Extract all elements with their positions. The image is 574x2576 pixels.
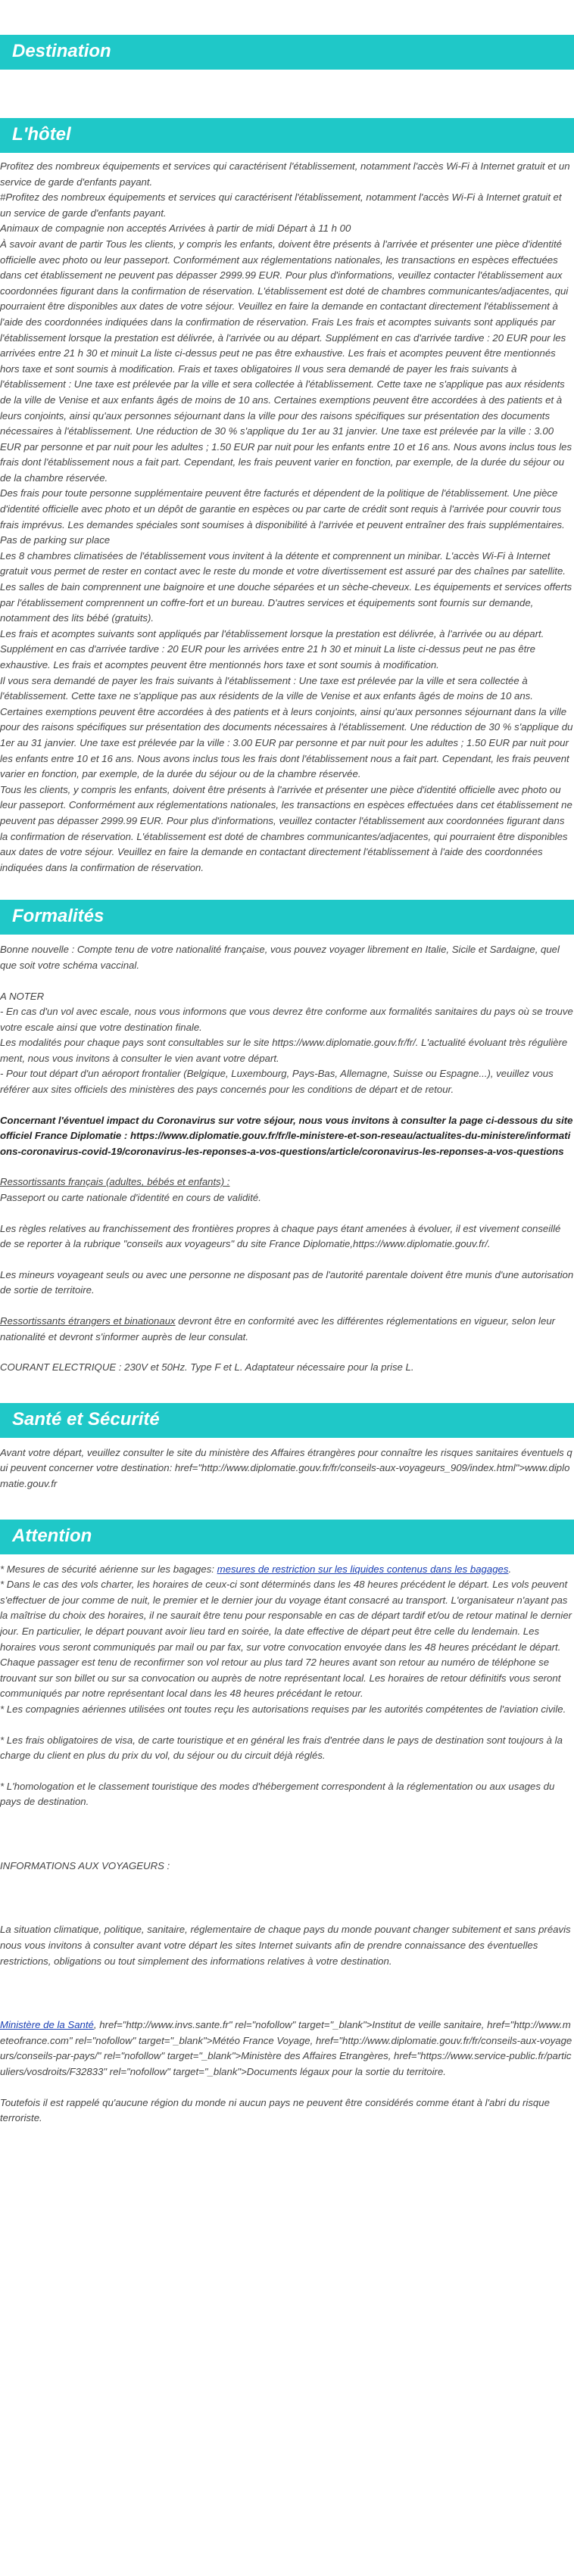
situation-notice: La situation climatique, politique, sanitaire, réglementaire de chaque pays du monde pouvant changer subitement et sans préavis nous vous invitons à consulter avant votre départ les sites Internet suivants afin de prendre connaissance des éventuelles restrictions, obligations ou tout simplement des informations relatives à votre destination. bbox=[0, 1924, 571, 1967]
security-suffix: . bbox=[508, 1563, 512, 1575]
formalites-content bbox=[0, 942, 574, 1375]
note-line: - En cas d'un vol avec escale, nous vous informons que vous devrez être conforme aux formalités sanitaires du pays où se trouve votre escale ainsi que votre destination finale. bbox=[0, 1006, 573, 1033]
rating-notice: * L'homologation et le classement touristique des modes d'hébergement correspondent à la réglementation ou aux usages du pays de destination. bbox=[0, 1780, 555, 1808]
covid-notice: Concernant l'éventuel impact du Coronavirus sur votre séjour, nous vous invitons à consulter la page ci-dessous du site officiel France Diplomatie : https://www.diplomatie.gouv.fr/fr/le-ministere-et-son-reseau/actualites-du-ministere/informations-coronavirus-covid-19/coronavirus-les-reponses-a-vos-questions/article/coronavirus-les-reponses-a-vos-questions bbox=[0, 1114, 573, 1157]
hotel-paragraph: Tous les clients, y compris les enfants, doivent être présents à l'arrivée et présenter une pièce d'identité officielle avec photo ou leur passeport. Conformément aux réglementations nationales, les transactions en espèces effectuées dans cet établissement ne peuvent pas dépasser 2999.99 EUR. Pour plus d'informations, veuillez contacter l'établissement aux coordonnées figurant dans la confirmation de réservation. L'établissement est doté de chambres communicantes/adjacentes, qui pourraient être disponibles aux dates de votre séjour. Veuillez en faire la demande en contactant directement l'établissement à l'aide des coordonnées indiquées dans la confirmation de réservation. bbox=[0, 783, 572, 873]
hotel-paragraph: #Profitez des nombreux équipements et services qui caractérisent l'établissement, notamment l'accès Wi-Fi à Internet gratuit et un service de garde d'enfants payant. bbox=[0, 191, 562, 219]
hotel-description bbox=[0, 159, 574, 876]
hotel-paragraph: Des frais pour toute personne supplémentaire peuvent être facturés et dépendent de la politique de l'établissement. Une pièce d'identité officielle avec photo et un dépôt de garantie en espèces ou par carte de crédit sont requis à l'arrivée pour couvrir tous frais imprévus. Les demandes spéciales sont soumises à disponibilité à l'arrivée et peuvent entraîner des frais supplémentaires. Pas de parking sur place bbox=[0, 487, 565, 546]
liquid-restrictions-link[interactable]: mesures de restriction sur les liquides contenus dans les bagages bbox=[217, 1563, 509, 1575]
hotel-paragraph: Profitez des nombreux équipements et services qui caractérisent l'établissement, notamment l'accès Wi-Fi à Internet gratuit et un service de garde d'enfants payant. bbox=[0, 160, 570, 188]
hotel-paragraph: Il vous sera demandé de payer les frais suivants à l'établissement : Une taxe est prélevée par la ville et sera collectée à l'établissement. Cette taxe ne s'applique pas aux résidents de la ville de Venise et aux enfants âgés de moins de 10 ans. Certaines exemptions peuvent être accordées à des patients et à leurs conjoints, ainsi qu'aux personnes séjournant dans la ville pour des raisons spécifiques sur présentation des documents nécessaires à l'établissement. Une réduction de 30 % s'applique du 1er au 31 janvier. Une taxe est prélevée par la ville : 3.00 EUR par personne et par nuit pour les adultes ; 1.50 EUR par nuit pour les enfants entre 10 et 16 ans. Nous avons inclus tous les frais dont l'établissement nous a fait part. Cependant, les frais peuvent varier en fonction, par exemple, de la durée du séjour ou de la chambre réservée. bbox=[0, 674, 573, 780]
travellers-info-title: INFORMATIONS AUX VOYAGEURS : bbox=[0, 1859, 170, 1871]
attention-heading: Attention bbox=[0, 1520, 574, 1554]
hotel-paragraph: Les 8 chambres climatisées de l'établissement vous invitent à la détente et comprennent un minibar. L'accès Wi-Fi à Internet gratuit vous permet de rester en contact avec le reste du monde et votre divertissement est assuré par des chaînes par satellite. Les salles de bain comprennent une baignoire et une douche séparées et un sèche-cheveux. Les équipements et services offerts par l'établissement comprennent un coffre-fort et un bureau. D'autres services et équipements sont fournis sur demande, notamment des lits bébé (gratuits). bbox=[0, 549, 572, 624]
minors-notice: Les mineurs voyageant seuls ou avec une personne ne disposant pas de l'autorité parentale doivent être munis d'une autorisation de sortie de territoire. bbox=[0, 1268, 574, 1296]
foreign-nationals-text: devront être en conformité avec les différentes réglementations en vigueur, selon leur nationalité et devront s'informer auprès de leur consulat. bbox=[0, 1315, 556, 1342]
terrorism-notice: Toutefois il est rappelé qu'aucune région du monde ni aucun pays ne peuvent être considérés comme étant à l'abri du risque terroriste. bbox=[0, 2096, 550, 2124]
hotel-paragraph: À savoir avant de partir Tous les clients, y compris les enfants, doivent être présents à l'arrivée et présenter une pièce d'identité officielle avec photo ou leur passeport. Conformément aux réglementations nationales, les transactions en espèces effectuées dans cet établissement ne peuvent pas dépasser 2999.99 EUR. Pour plus d'informations, veuillez contacter l'établissement aux coordonnées figurant dans la confirmation de réservation. L'établissement est doté de chambres communicantes/adjacentes, qui pourraient être disponibles aux dates de votre séjour. Veuillez en faire la demande en contactant directement l'établissement à l'aide des coordonnées indiquées dans la confirmation de réservation. Frais Les frais et acomptes suivants sont appliqués par l'établissement lorsque la prestation est délivrée, à l'arrivée ou au départ. Supplément en cas d'arrivée tardive : 20 EUR pour les arrivées entre 21 h 30 et minuit La liste ci-dessus peut ne pas être exhaustive. Les frais et acomptes peuvent être mentionnés hors taxe et sont soumis à modification. Frais et taxes obligatoires Il vous sera demandé de payer les frais suivants à l'établissement : Une taxe est prélevée par la ville et sera collectée à l'établissement. Cette taxe ne s'applique pas aux résidents de la ville de Venise et aux enfants âgés de moins de 10 ans. Certaines exemptions peuvent être accordées à des patients et à leurs conjoints, ainsi qu'aux personnes séjournant dans la ville pour des raisons spécifiques sur présentation des documents nécessaires à l'établissement. Une réduction de 30 % s'applique du 1er au 31 janvier. Une taxe est prélevée par la ville : 3.00 EUR par personne et par nuit pour les adultes ; 1.50 EUR par nuit pour les enfants entre 10 et 16 ans. Nous avons inclus tous les frais dont l'établissement nous a fait part. Cependant, les frais peuvent varier en fonction, par exemple, de la durée du séjour ou de la chambre réservée. bbox=[0, 238, 572, 484]
sante-text: Avant votre départ, veuillez consulter le site du ministère des Affaires étrangères pour connaître les risques sanitaires éventuels qui peuvent concerner votre destination: href="http://www.diplomatie.gouv.fr/fr/conseils-aux-voyageurs_909/index.html">www.diplomatie.gouv.fr bbox=[0, 1446, 572, 1489]
french-nationals-text: Passeport ou carte nationale d'identité en cours de validité. bbox=[0, 1192, 261, 1204]
visa-notice: * Les frais obligatoires de visa, de carte touristique et en général les frais d'entrée dans le pays de destination sont toujours à la charge du client en plus du prix du vol, du séjour ou du circuit déjà réglés. bbox=[0, 1734, 563, 1762]
power-notice: COURANT ELECTRIQUE : 230V et 50Hz. Type F et L. Adaptateur nécessaire pour la prise L. bbox=[0, 1361, 414, 1374]
formalites-heading: Formalités bbox=[0, 900, 574, 935]
airlines-notice: * Les compagnies aériennes utilisées ont toutes reçu les autorisations requises par les autorités compétentes de l'aviation civile. bbox=[0, 1703, 566, 1715]
note-line: Les modalités pour chaque pays sont consultables sur le site https://www.diplomatie.gouv.fr/fr/. L'actualité évoluant très régulièrement, nous vous invitons à consulter le vien avant votre départ. bbox=[0, 1037, 568, 1064]
useful-links bbox=[0, 2018, 574, 2080]
french-nationals-label: Ressortissants français (adultes, bébés et enfants) : bbox=[0, 1176, 230, 1188]
sante-content bbox=[0, 1445, 574, 1492]
formalites-intro: Bonne nouvelle : Compte tenu de votre nationalité française, vous pouvez voyager librement en Italie, Sicile et Sardaigne, quel que soit votre schéma vaccinal. bbox=[0, 944, 560, 971]
borders-notice: Les règles relatives au franchissement des frontières propres à chaque pays étant amenées à évoluer, il est vivement conseillé de se reporter à la rubrique "conseils aux voyageurs" du site France Diplomatie,https://www.diplomatie.gouv.fr/. bbox=[0, 1222, 561, 1250]
destination-heading: Destination bbox=[0, 35, 574, 70]
security-prefix: * Mesures de sécurité aérienne sur les bagages: bbox=[0, 1563, 217, 1575]
attention-content bbox=[0, 1562, 574, 2126]
foreign-nationals bbox=[0, 1314, 574, 1345]
hotel-paragraph: Les frais et acomptes suivants sont appliqués par l'établissement lorsque la prestation est délivrée, à l'arrivée ou au départ. Supplément en cas d'arrivée tardive : 20 EUR pour les arrivées entre 21 h 30 et minuit La liste ci-dessus peut ne pas être exhaustive. Les frais et acomptes peuvent être mentionnés hors taxe et sont soumis à modification. bbox=[0, 627, 544, 670]
hotel-heading: L'hôtel bbox=[0, 118, 574, 153]
schedules-notice: * Dans le cas des vols charter, les horaires de ceux-ci sont déterminés dans les 48 heures précédent le départ. Les vols peuvent s'effectuer de jour comme de nuit, le premier et le dernier jour du voyage étant consacré au transport. L'organisateur n'ayant pas la maîtrise du choix des horaires, il ne saurait être tenu pour responsable en cas de départ tardif et/ou de retour matinal le dernier jour. En particulier, le départ pouvant avoir lieu tard en soirée, la date effective de départ peut être celle du lendemain. Les horaires vous seront communiqués par mail ou par fax, sur votre convocation envoyée dans les 48 heures précédant le départ. Chaque passager est tenu de reconfirmer son vol retour au plus tard 72 heures avant son retour au numéro de téléphone se trouvant sur son billet ou sur sa convocation ou auprès de notre représentant local. Les horaires de retour définitifs vous seront communiqués par notre représentant local dans les 48 heures précédant le retour. bbox=[0, 1579, 572, 1700]
hotel-paragraph: Animaux de compagnie non acceptés Arrivées à partir de midi Départ à 11 h 00 bbox=[0, 222, 351, 235]
foreign-nationals-label: Ressortissants étrangers et binationaux bbox=[0, 1315, 176, 1327]
sante-heading: Santé et Sécurité bbox=[0, 1403, 574, 1438]
security-notice bbox=[0, 1562, 574, 1578]
note-title: A NOTER bbox=[0, 990, 45, 1002]
useful-links-text: , href="http://www.invs.sante.fr" rel="nofollow" target="_blank">Institut de veille sanitaire, href="http://www.meteofrance.com" rel="nofollow" target="_blank">Météo France Voyage, href="http://www.diplomatie.gouv.fr/fr/conseils-aux-voyageurs/conseils-par-pays/" rel="nofollow" target="_blank">Ministère des Affaires Etrangères, href="https://www.service-public.fr/particuliers/vosdroits/F32833" rel="nofollow" target="_blank">Documents légaux pour la sortie du territoire. bbox=[0, 2019, 572, 2078]
note-line: - Pour tout départ d'un aéroport frontalier (Belgique, Luxembourg, Pays-Bas, Allemagne, Suisse ou Espagne...), veuillez vous référer aux sites officiels des ministères des pays concernés pour les conditions de départ et de retour. bbox=[0, 1068, 554, 1096]
ministere-sante-link[interactable]: Ministère de la Santé bbox=[0, 2019, 94, 2031]
